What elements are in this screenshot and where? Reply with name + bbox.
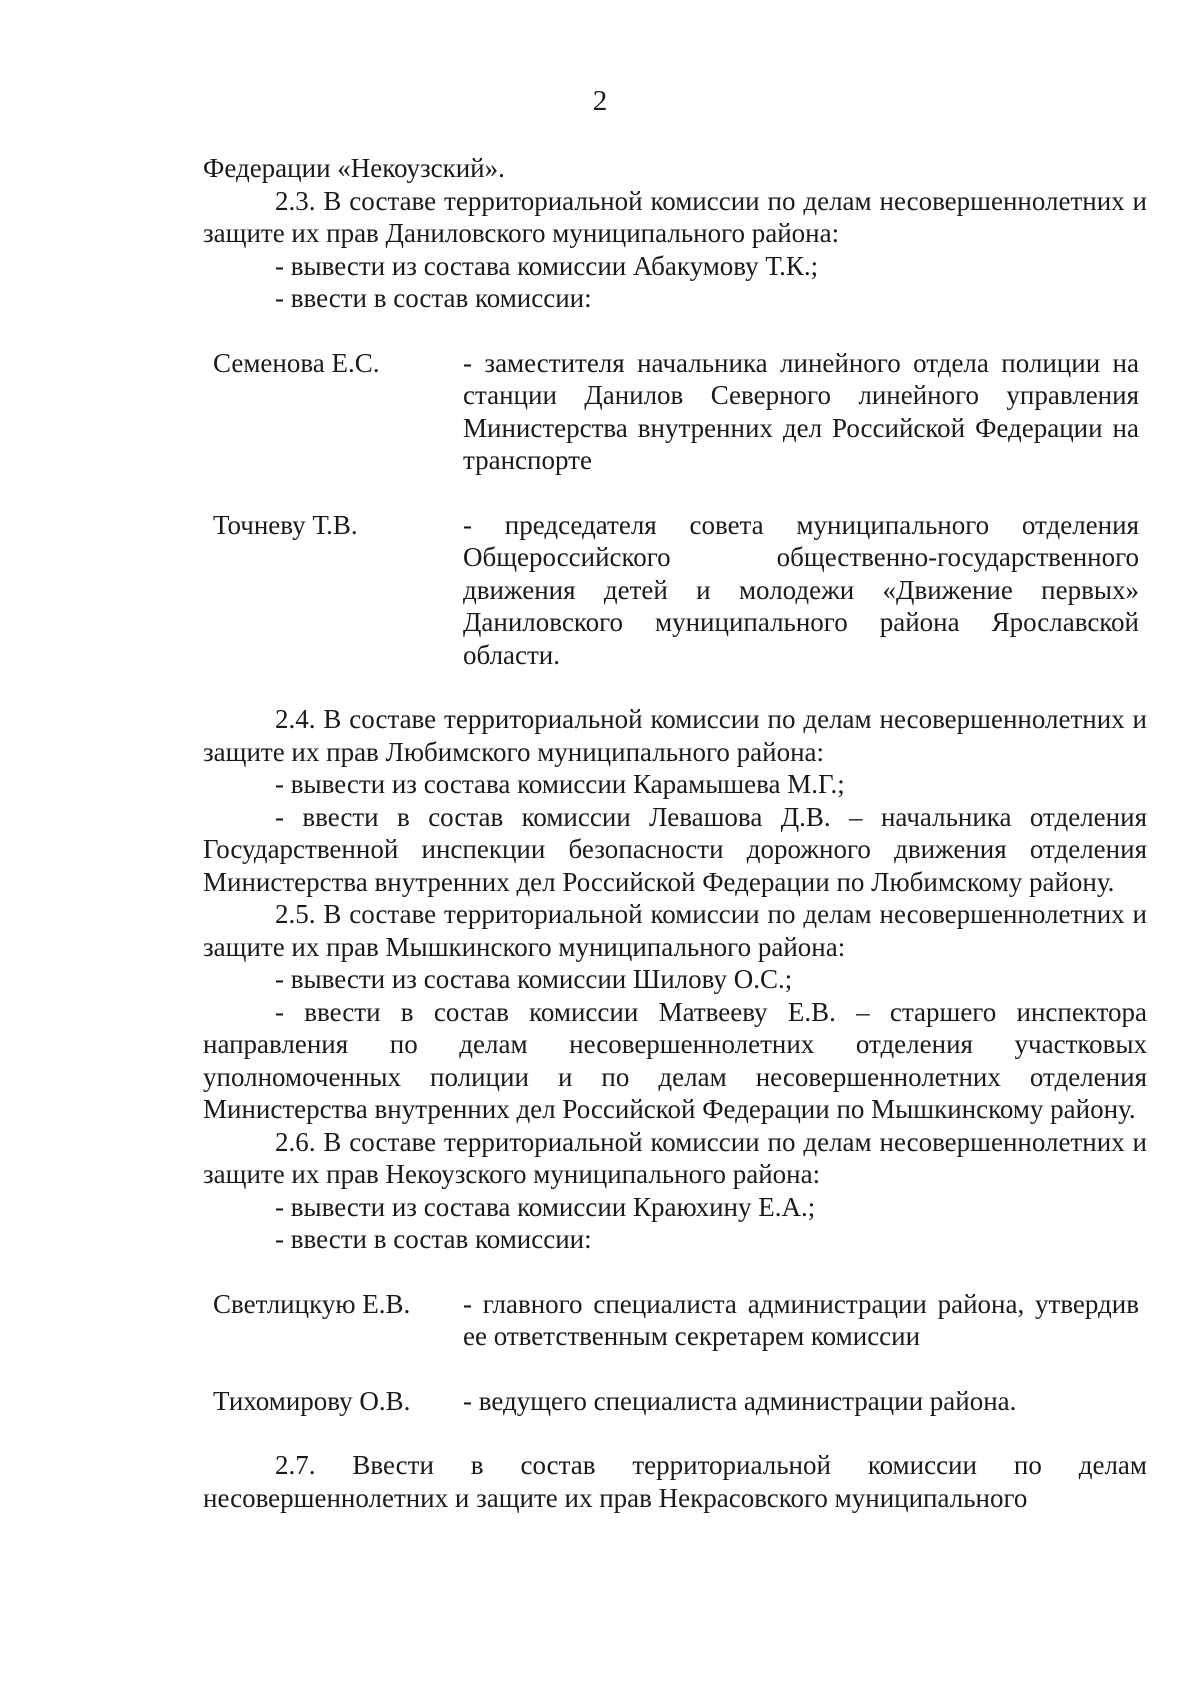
member-name: Семенова Е.С. xyxy=(213,347,380,378)
paragraph-2-6-remove: - вывести из состава комиссии Краюхину Е.А.; xyxy=(275,1191,816,1222)
paragraph-2-5-add: - ввести в состав комиссии Матвееву Е.В. – старшего инспектора направления по делам несовершеннолетних отделения участковых уполномоченных полиции и по делам несовершеннолетних отделения Министерства внутренних дел Российской Федерации по Мышкинскому району. xyxy=(203,996,1147,1124)
paragraph-2-3-add: - ввести в состав комиссии: xyxy=(275,283,592,313)
paragraph-continuation: Федерации «Некоузский». xyxy=(203,153,505,183)
paragraph-2-4-add: - ввести в состав комиссии Левашова Д.В. – начальника отделения Государственной инспекции безопасности дорожного движения отделения Министерства внутренних дел Российской Федерации по Любимскому району. xyxy=(203,801,1147,897)
member-entry xyxy=(203,347,1147,477)
paragraph-2-3: 2.3. В составе территориальной комиссии по делам несовершеннолетних и защите их прав Даниловского муниципального района: xyxy=(203,185,1147,248)
member-name: Светлицкую Е.В. xyxy=(213,1288,411,1319)
paragraph-2-7: 2.7. Ввести в состав территориальной комиссии по делам несовершеннолетних и защите их прав Некрасовского муниципального xyxy=(203,1450,1147,1513)
document-body xyxy=(203,152,1147,1514)
paragraph-2-4-remove: - вывести из состава комиссии Карамышева М.Г.; xyxy=(275,769,845,799)
member-name: Тихомирову О.В. xyxy=(213,1385,411,1416)
member-position: - главного специалиста администрации района, утвердив ее ответственным секретарем комиссии xyxy=(463,1288,1139,1351)
member-entry xyxy=(203,1385,1147,1418)
paragraph-2-3-remove: - вывести из состава комиссии Абакумову Т.К.; xyxy=(275,250,819,281)
member-position: - председателя совета муниципального отделения Общероссийского общественно-государственного движения детей и молодежи «Движение первых» Даниловского муниципального района Ярославской области. xyxy=(463,509,1139,670)
paragraph-2-4: 2.4. В составе территориальной комиссии по делам несовершеннолетних и защите их прав Любимского муниципального района: xyxy=(203,704,1147,767)
member-entry xyxy=(203,1288,1147,1353)
paragraph-2-6: 2.6. В составе территориальной комиссии по делам несовершеннолетних и защите их прав Некоузского муниципального района: xyxy=(203,1126,1147,1189)
member-entry xyxy=(203,509,1147,672)
page-number: 2 xyxy=(592,85,608,117)
member-name: Точневу Т.В. xyxy=(213,509,358,540)
paragraph-2-5-remove: - вывести из состава комиссии Шилову О.С.; xyxy=(275,964,793,994)
member-position: - ведущего специалиста администрации района. xyxy=(463,1385,1017,1416)
paragraph-2-6-add: - ввести в состав комиссии: xyxy=(275,1224,592,1254)
paragraph-2-5: 2.5. В составе территориальной комиссии по делам несовершеннолетних и защите их прав Мышкинского муниципального района: xyxy=(203,899,1147,962)
member-position: - заместителя начальника линейного отдела полиции на станции Данилов Северного линейного управления Министерства внутренних дел Российской Федерации на транспорте xyxy=(463,347,1139,475)
